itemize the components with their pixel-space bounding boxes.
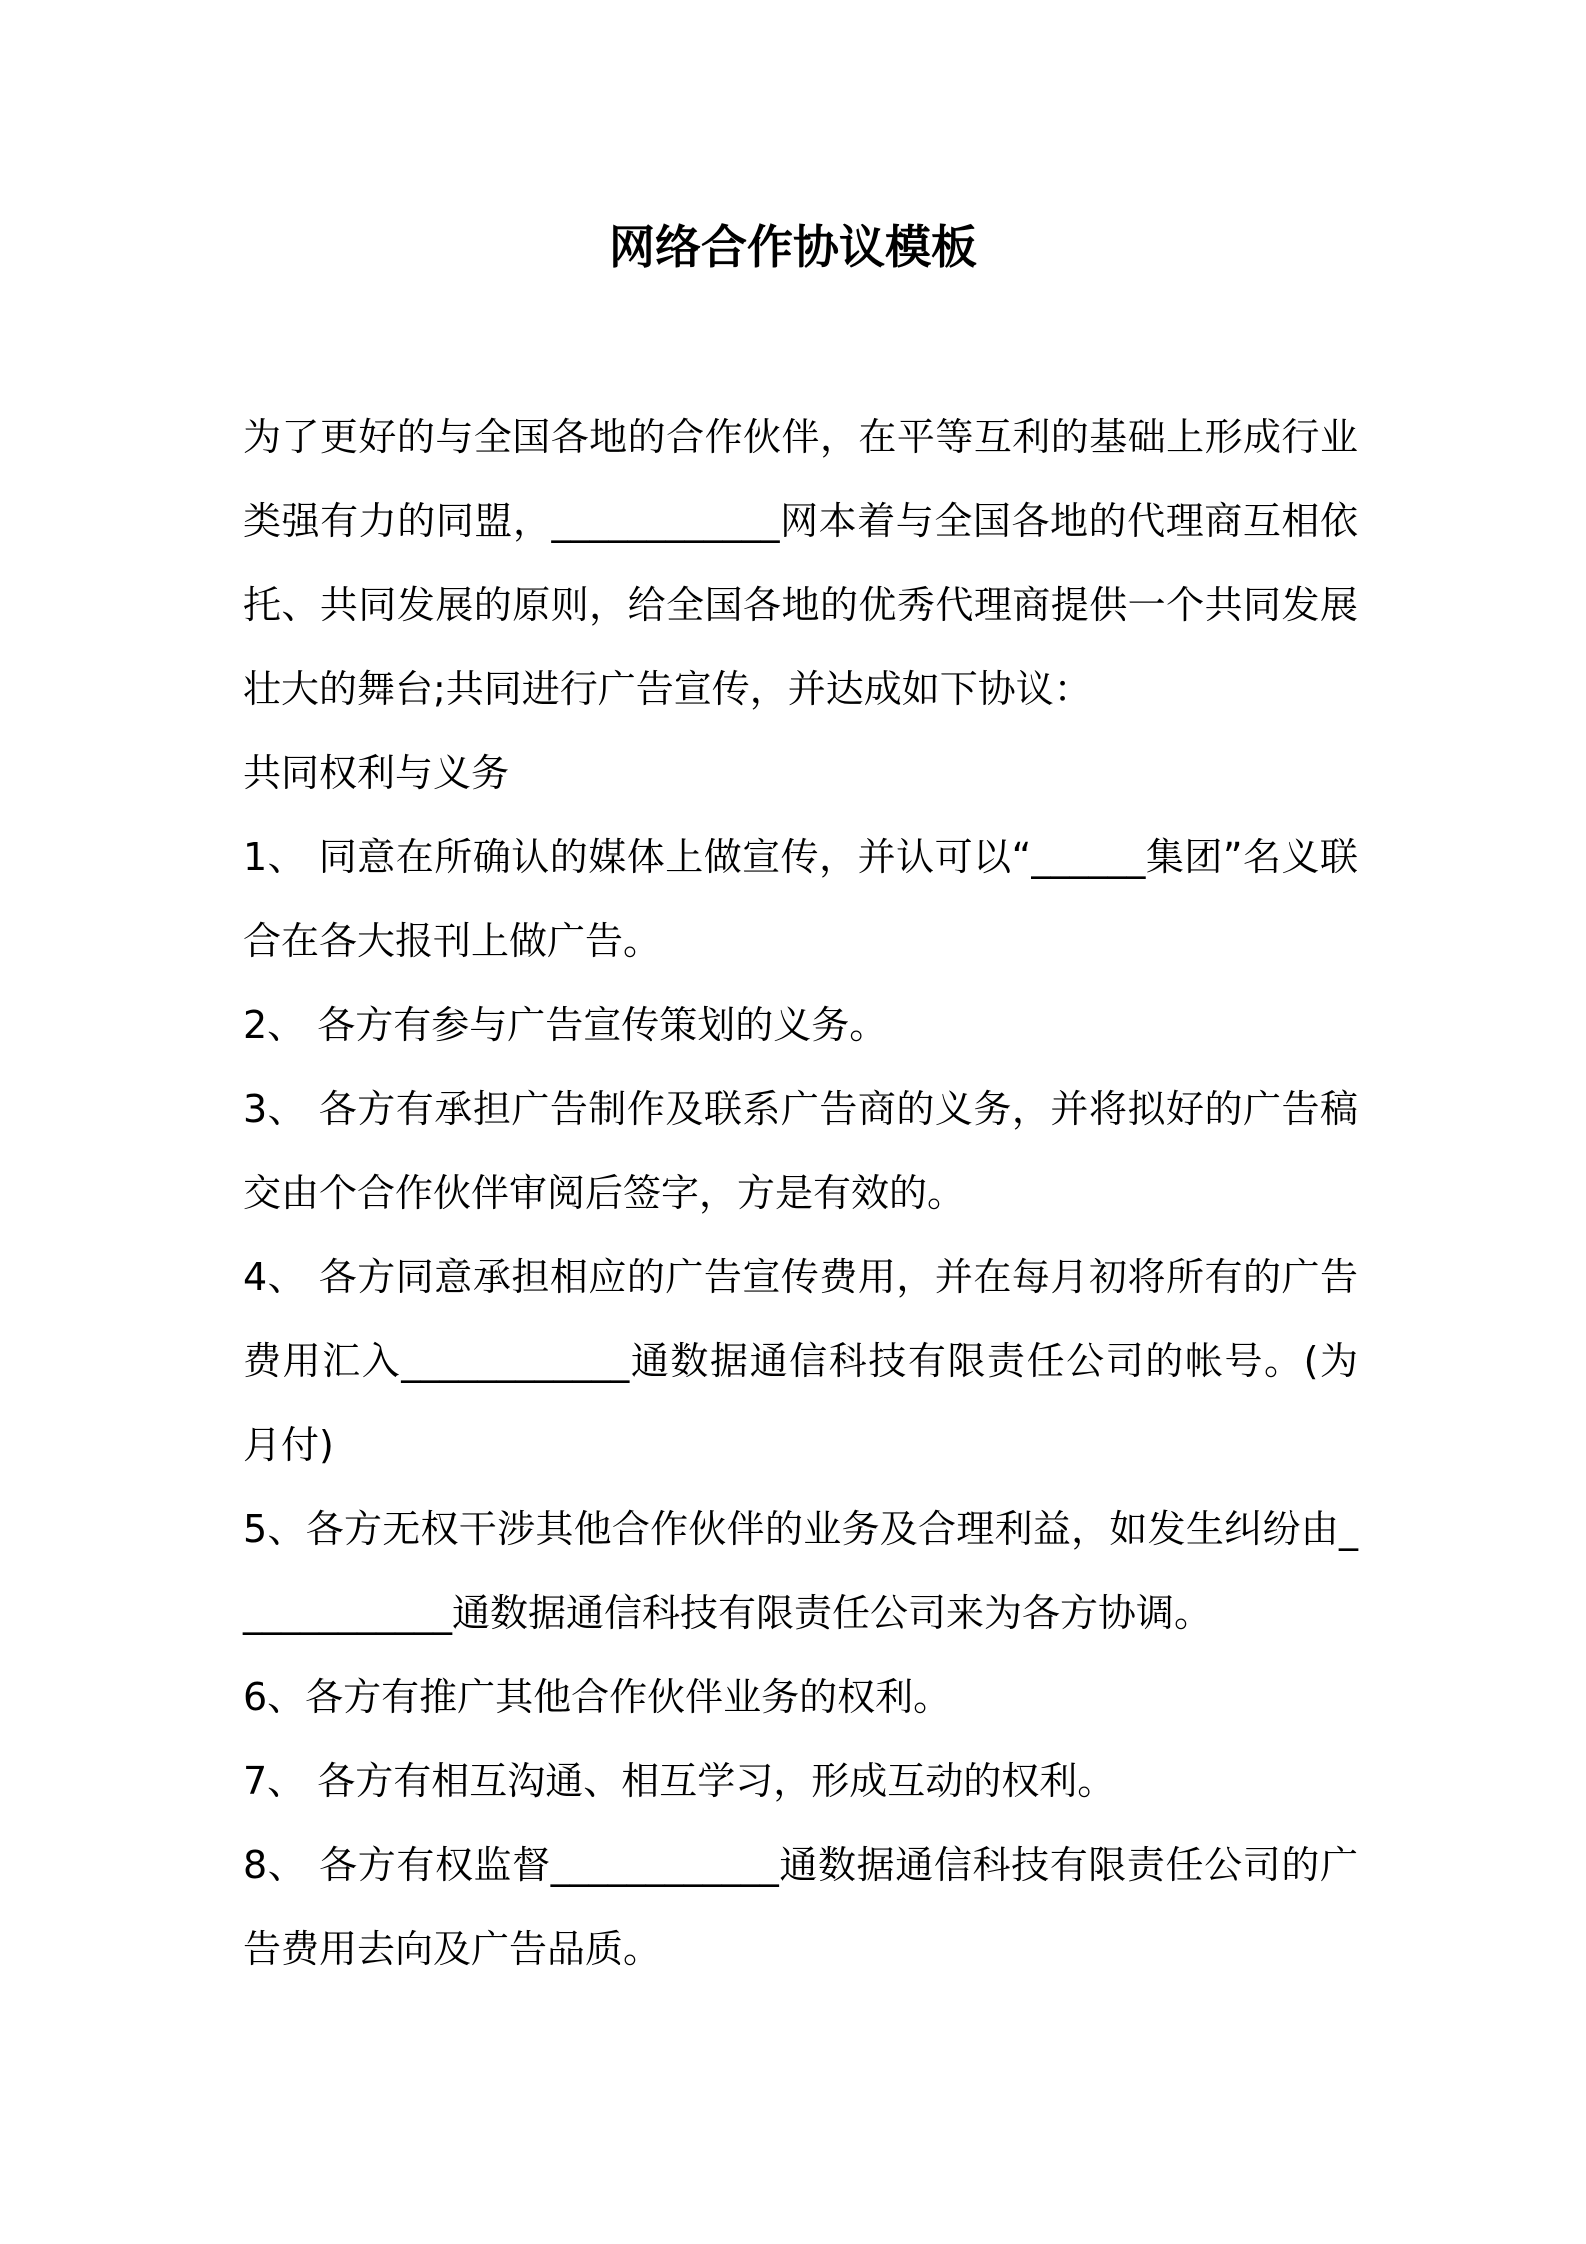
document-title: 网络合作协议模板 [609,220,977,274]
clause-6: 6、各方有推广其他合作伙伴业务的权利。 [243,1675,952,1719]
document-body [243,395,1358,1991]
clause-5: 5、各方无权干涉其他合作伙伴的业务及合理利益，如发生纠纷由____________通数据通信科技有限责任公司来为各方协调。 [243,1507,1358,1635]
section-heading-rights-obligations: 共同权利与义务 [243,751,510,795]
clause-2: 2、 各方有参与广告宣传策划的义务。 [243,1003,888,1047]
intro-paragraph: 为了更好的与全国各地的合作伙伴，在平等互利的基础上形成行业类强有力的同盟，____________网本着与全国各地的代理商互相依托、共同发展的原则，给全国各地的优秀代理商提供一个共同发展壮大的舞台;共同进行广告宣传，并达成如下协议： [243,415,1358,711]
clause-8: 8、 各方有权监督____________通数据通信科技有限责任公司的广告费用去向及广告品质。 [243,1843,1358,1971]
clause-3: 3、 各方有承担广告制作及联系广告商的义务，并将拟好的广告稿交由个合作伙伴审阅后签字，方是有效的。 [243,1087,1358,1215]
clause-4: 4、 各方同意承担相应的广告宣传费用，并在每月初将所有的广告费用汇入____________通数据通信科技有限责任公司的帐号。(为月付) [243,1255,1358,1467]
clause-1: 1、 同意在所确认的媒体上做宣传，并认可以“______集团”名义联合在各大报刊上做广告。 [243,835,1358,963]
clause-7: 7、 各方有相互沟通、相互学习，形成互动的权利。 [243,1759,1116,1803]
